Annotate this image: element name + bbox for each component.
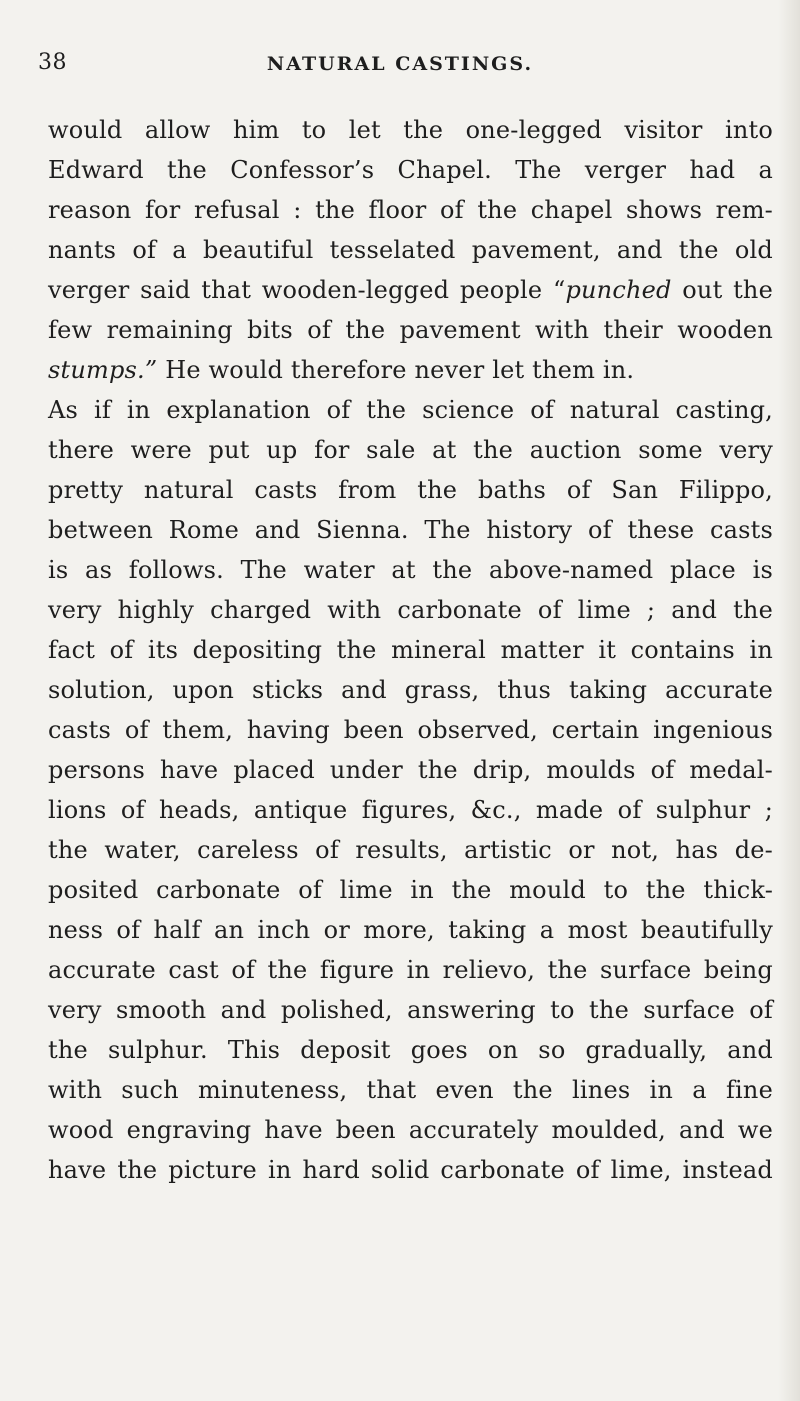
body-text — [48, 110, 773, 1190]
text-line: the sulphur. This deposit goes on so gradually, and — [48, 1036, 773, 1064]
text-segment: out the — [671, 276, 773, 304]
running-head: NATURAL CASTINGS. — [266, 53, 534, 75]
text-line: casts of them, having been observed, certain ingenious — [48, 716, 773, 744]
text-line: As if in explanation of the science of natural casting, — [48, 396, 773, 424]
text-line: persons have placed under the drip, moulds of medal- — [48, 756, 773, 784]
text-line: solution, upon sticks and grass, thus taking accurate — [48, 676, 773, 704]
text-line: reason for refusal : the floor of the chapel shows rem- — [48, 196, 773, 224]
text-line: very smooth and polished, answering to the surface of — [48, 996, 773, 1024]
italic-word-punched: punched — [565, 276, 672, 304]
text-line-with-italic — [48, 350, 773, 390]
text-line: posited carbonate of lime in the mould to the thick- — [48, 876, 773, 904]
text-segment: He would therefore never let them in. — [157, 356, 635, 384]
text-line: pretty natural casts from the baths of San Filippo, — [48, 476, 773, 504]
text-line: between Rome and Sienna. The history of these casts — [48, 516, 773, 544]
text-line: the water, careless of results, artistic or not, has de- — [48, 836, 773, 864]
text-line: ness of half an inch or more, taking a most beautifully — [48, 916, 773, 944]
text-line: have the picture in hard solid carbonate of lime, instead — [48, 1156, 773, 1184]
italic-word-stumps: stumps.” — [48, 356, 158, 384]
text-line: would allow him to let the one-legged visitor into — [48, 116, 773, 144]
text-line: Edward the Confessor’s Chapel. The verger had a — [48, 156, 773, 184]
text-segment: verger said that wooden-legged people “ — [48, 276, 566, 304]
text-line-with-italic — [48, 270, 773, 310]
text-line: accurate cast of the figure in relievo, the surface being — [48, 956, 773, 984]
text-line: very highly charged with carbonate of lime ; and the — [48, 596, 773, 624]
text-line: wood engraving have been accurately moulded, and we — [48, 1116, 773, 1144]
text-line: few remaining bits of the pavement with their wooden — [48, 316, 773, 344]
page-edge-shadow — [778, 0, 800, 1401]
text-line: lions of heads, antique figures, &c., made of sulphur ; — [48, 796, 773, 824]
page-number: 38 — [38, 50, 67, 75]
text-line: fact of its depositing the mineral matter it contains in — [48, 636, 773, 664]
text-line: nants of a beautiful tesselated pavement, and the old — [48, 236, 773, 264]
text-line: is as follows. The water at the above-named place is — [48, 556, 773, 584]
text-line: with such minuteness, that even the lines in a fine — [48, 1076, 773, 1104]
text-line: there were put up for sale at the auction some very — [48, 436, 773, 464]
